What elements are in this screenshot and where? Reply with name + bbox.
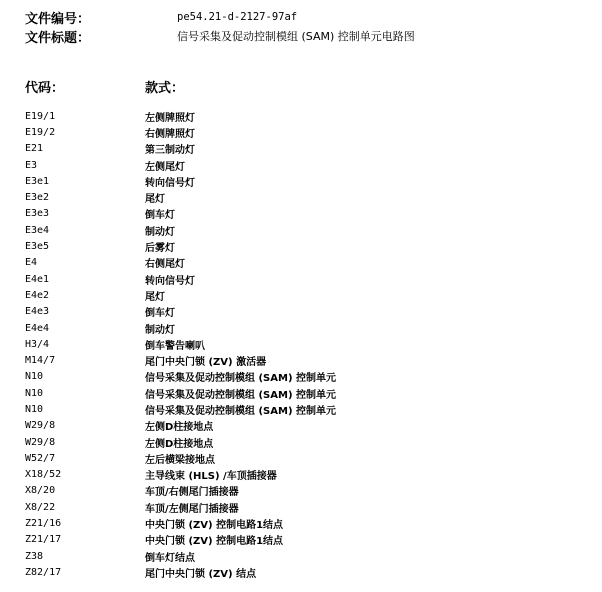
component-code: E3: [25, 159, 38, 171]
component-row: [25, 434, 585, 450]
component-code: E4e1: [25, 273, 50, 285]
code-column-header: 代码：: [25, 81, 65, 96]
component-code: N10: [25, 403, 44, 415]
component-code: H3/4: [25, 338, 50, 350]
component-row: [25, 238, 585, 254]
component-row: [25, 157, 585, 173]
component-name: 尾门中央门锁 (ZV) 结点: [145, 568, 257, 580]
component-row: [25, 320, 585, 336]
component-code: E21: [25, 143, 44, 155]
component-row: [25, 450, 585, 466]
component-code: Z21/16: [25, 518, 62, 530]
component-code: W29/8: [25, 436, 56, 448]
component-row: [25, 206, 585, 222]
component-row: [25, 173, 585, 189]
component-name: 制动灯: [145, 226, 175, 238]
component-code: E4e3: [25, 306, 50, 318]
doc-title-label: 文件标题：: [25, 30, 91, 46]
component-row: [25, 108, 585, 124]
component-name: 后雾灯: [145, 243, 175, 255]
component-row: [25, 304, 585, 320]
component-row: [25, 515, 585, 531]
component-code: E4e2: [25, 289, 50, 301]
component-code: M14/7: [25, 355, 56, 367]
component-row: [25, 222, 585, 238]
doc-title-value: 信号采集及促动控制模组 (SAM) 控制单元电路图: [177, 30, 415, 43]
component-code: Z21/17: [25, 534, 62, 546]
component-name: 信号采集及促动控制模组 (SAM) 控制单元: [145, 389, 336, 401]
component-name: 尾灯: [145, 194, 165, 206]
component-code: E3e2: [25, 192, 50, 204]
component-name: 左侧尾灯: [145, 161, 185, 173]
component-code: X8/20: [25, 485, 56, 497]
component-row: [25, 385, 585, 401]
component-row: [25, 255, 585, 271]
component-name: 倒车灯结点: [145, 552, 195, 564]
component-code: E4: [25, 257, 38, 269]
component-name: 倒车灯: [145, 308, 175, 320]
component-name: 转向信号灯: [145, 275, 195, 287]
component-row: [25, 532, 585, 548]
component-code: Z82/17: [25, 566, 62, 578]
component-name: 中央门锁 (ZV) 控制电路1结点: [145, 536, 284, 548]
component-row: [25, 369, 585, 385]
component-row: [25, 124, 585, 140]
doc-number-value: pe54.21-d-2127-97af: [177, 11, 298, 23]
component-row: [25, 401, 585, 417]
component-name: 左后横梁接地点: [145, 454, 215, 466]
component-name: 第三制动灯: [145, 145, 195, 157]
component-code: E19/1: [25, 110, 56, 122]
component-code: E3e5: [25, 241, 50, 253]
component-row: [25, 548, 585, 564]
component-row: [25, 352, 585, 368]
component-code: W52/7: [25, 452, 56, 464]
component-row: [25, 467, 585, 483]
component-code: E19/2: [25, 126, 56, 138]
doc-title-row: [25, 27, 415, 45]
component-code: X18/52: [25, 469, 62, 481]
doc-number-row: [25, 8, 297, 26]
component-name: 倒车灯: [145, 210, 175, 222]
component-row: [25, 141, 585, 157]
component-code: N10: [25, 371, 44, 383]
component-name: 尾灯: [145, 291, 165, 303]
component-list: [25, 108, 585, 581]
component-name: 转向信号灯: [145, 177, 195, 189]
component-row: [25, 418, 585, 434]
component-name: 车顶/左侧尾门插接器: [145, 503, 239, 515]
component-name: 右侧牌照灯: [145, 128, 195, 140]
component-row: [25, 564, 585, 580]
component-name: 倒车警告喇叭: [145, 340, 205, 352]
component-name: 制动灯: [145, 324, 175, 336]
component-name: 车顶/右侧尾门插接器: [145, 487, 239, 499]
component-name: 左侧牌照灯: [145, 112, 195, 124]
component-code: E3e3: [25, 208, 50, 220]
component-row: [25, 336, 585, 352]
component-row: [25, 189, 585, 205]
component-name: 主导线束 (HLS) /车顶插接器: [145, 471, 277, 483]
component-name: 尾门中央门锁 (ZV) 激活器: [145, 357, 267, 369]
component-code: W29/8: [25, 420, 56, 432]
component-row: [25, 483, 585, 499]
component-name: 中央门锁 (ZV) 控制电路1结点: [145, 520, 284, 532]
component-row: [25, 271, 585, 287]
doc-number-label: 文件编号：: [25, 11, 91, 27]
component-name: 信号采集及促动控制模组 (SAM) 控制单元: [145, 373, 336, 385]
component-row: [25, 287, 585, 303]
component-code: E4e4: [25, 322, 50, 334]
component-code: X8/22: [25, 501, 56, 513]
model-column-header: 款式：: [145, 81, 185, 96]
component-code: E3e1: [25, 175, 50, 187]
component-name: 左侧D柱接地点: [145, 438, 214, 450]
component-name: 右侧尾灯: [145, 259, 185, 271]
component-code: E3e4: [25, 224, 50, 236]
component-name: 信号采集及促动控制模组 (SAM) 控制单元: [145, 405, 336, 417]
component-code: N10: [25, 387, 44, 399]
component-name: 左侧D柱接地点: [145, 422, 214, 434]
component-code: Z38: [25, 550, 44, 562]
component-row: [25, 499, 585, 515]
